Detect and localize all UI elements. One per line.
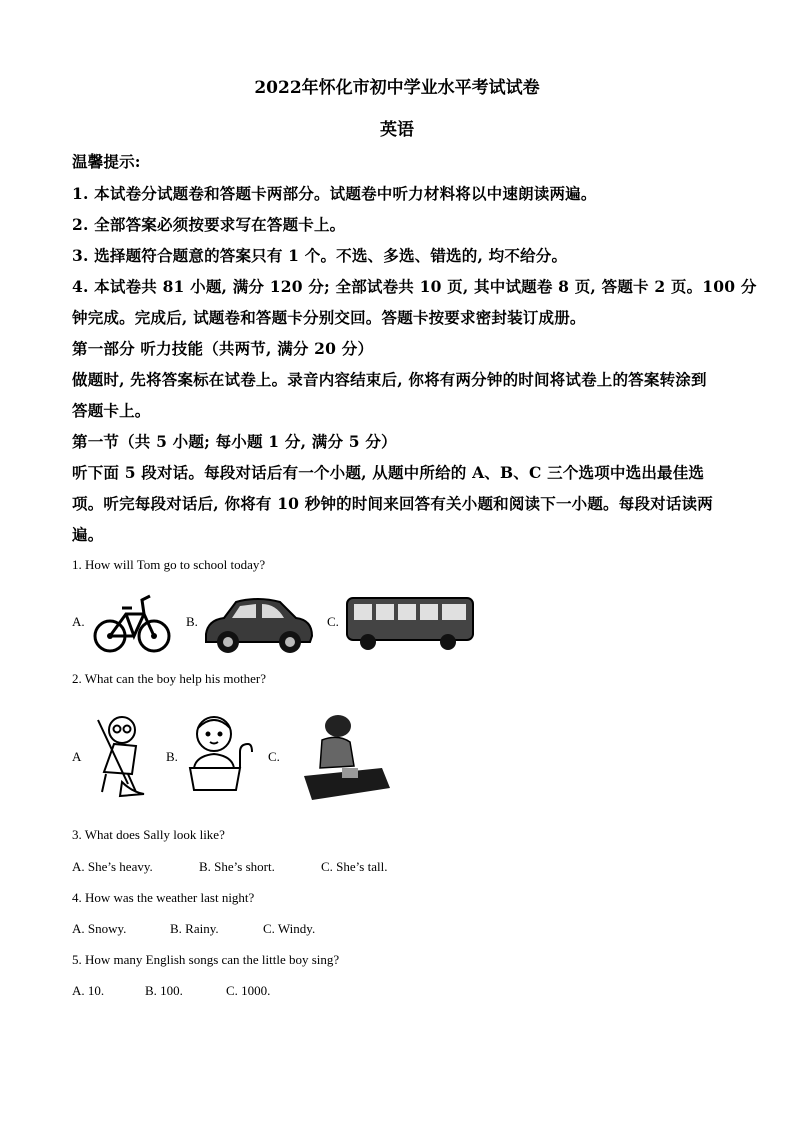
boy-cleaning-table-icon [294, 710, 394, 806]
tip-item: 3. 选择题符合题意的答案只有 1 个。不选、多选、错选的, 均不给分。 [72, 246, 568, 265]
q1-option-a-label: A. [72, 614, 85, 629]
boy-washing-dishes-icon [186, 712, 256, 794]
q2-option-a-label: A [72, 749, 82, 764]
q5-option-a: A. 10. [72, 983, 105, 998]
q3-option-a: A. She’s heavy. [72, 859, 153, 874]
question-3: 3. What does Sally look like? [72, 827, 225, 842]
q1-option-b-label: B. [186, 614, 198, 629]
q4-option-a: A. Snowy. [72, 921, 127, 936]
q3-option-b: B. She’s short. [199, 859, 275, 874]
tips-heading: 温馨提示: [72, 152, 141, 171]
tip-item: 1. 本试卷分试题卷和答题卡两部分。试题卷中听力材料将以中速朗读两遍。 [72, 184, 597, 203]
part1-instruction: 答题卡上。 [72, 401, 151, 420]
q5-option-c: C. 1000. [226, 983, 271, 998]
q1-option-c-label: C. [327, 614, 339, 629]
question-4: 4. How was the weather last night? [72, 890, 255, 905]
part1-instruction: 做题时, 先将答案标在试卷上。录音内容结束后, 你将有两分钟的时间将试卷上的答案转涂到 [72, 370, 707, 389]
section1-heading: 第一节（共 5 小题; 每小题 1 分, 满分 5 分） [72, 432, 397, 451]
q4-option-b: B. Rainy. [170, 921, 219, 936]
bus-icon [344, 594, 476, 652]
boy-sweeping-icon [92, 712, 156, 798]
exam-title: 2022年怀化市初中学业水平考试试卷 [254, 78, 540, 98]
tip-item: 钟完成。完成后, 试题卷和答题卡分别交回。答题卡按要求密封装订成册。 [72, 308, 586, 327]
question-1: 1. How will Tom go to school today? [72, 557, 266, 572]
question-2: 2. What can the boy help his mother? [72, 671, 266, 686]
exam-subject: 英语 [380, 120, 414, 140]
part1-heading: 第一部分 听力技能（共两节, 满分 20 分） [72, 339, 374, 358]
q2-option-c-label: C. [268, 749, 280, 764]
bicycle-icon [92, 586, 172, 658]
q4-option-c: C. Windy. [263, 921, 316, 936]
q2-option-b-label: B. [166, 749, 178, 764]
car-icon [200, 592, 316, 656]
section1-instruction: 听下面 5 段对话。每段对话后有一个小题, 从题中所给的 A、B、C 三个选项中选出最佳选 [72, 463, 705, 482]
tip-item: 4. 本试卷共 81 小题, 满分 120 分; 全部试卷共 10 页, 其中试题卷 8 页, 答题卡 2 页。100 分 [72, 277, 757, 296]
q5-option-b: B. 100. [145, 983, 183, 998]
section1-instruction: 项。听完每段对话后, 你将有 10 秒钟的时间来回答有关小题和阅读下一小题。每段对话读两 [72, 494, 713, 513]
q3-option-c: C. She’s tall. [321, 859, 388, 874]
tip-item: 2. 全部答案必须按要求写在答题卡上。 [72, 215, 346, 234]
section1-instruction: 遍。 [72, 525, 104, 544]
question-5: 5. How many English songs can the little boy sing? [72, 952, 340, 967]
